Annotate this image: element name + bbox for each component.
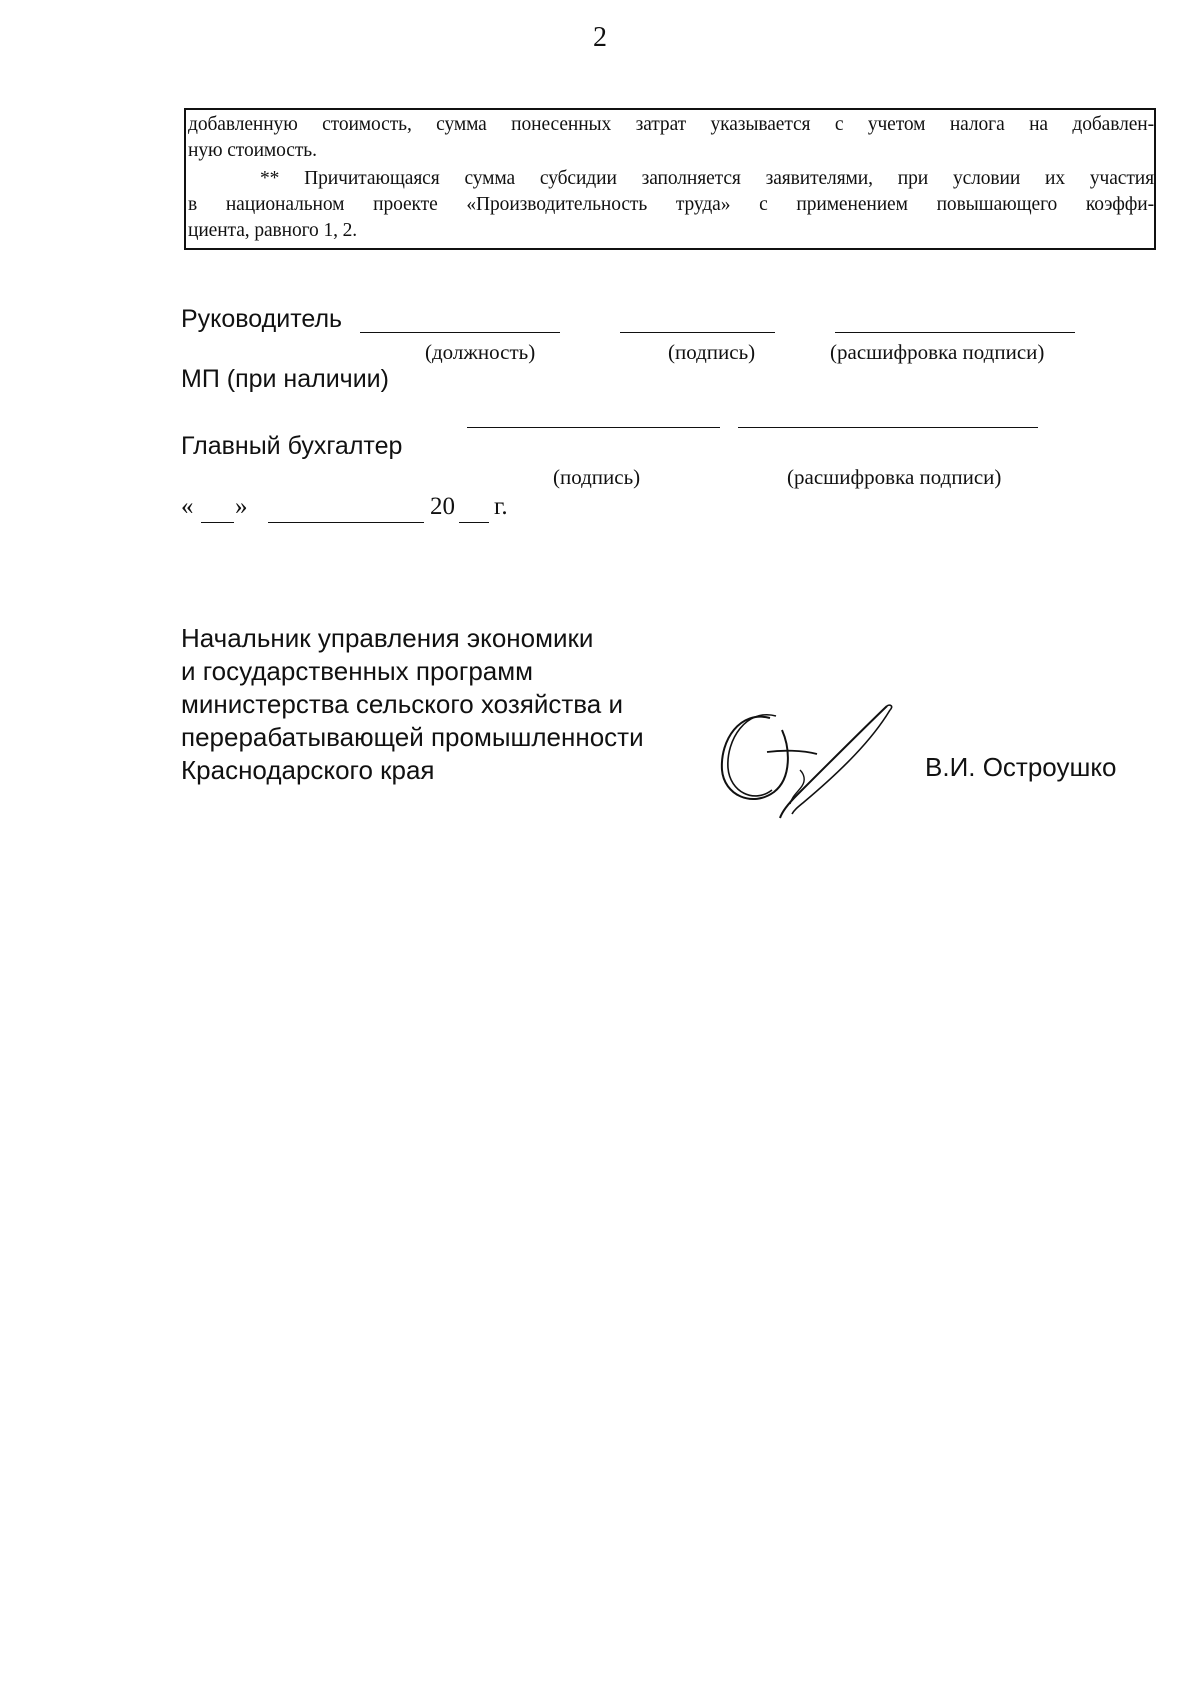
caption-signature-2: (подпись): [553, 465, 641, 489]
date-month-underline: [268, 522, 424, 523]
official-title-line: Начальник управления экономики: [181, 623, 594, 653]
head-label: Руководитель: [181, 305, 343, 333]
caption-transcript: (расшифровка подписи): [830, 340, 1045, 364]
caption-position: (должность): [425, 340, 536, 364]
official-title-line: и государственных программ: [181, 656, 534, 686]
chief-accountant-label: Главный бухгалтер: [181, 432, 403, 460]
stamp-label: МП (при наличии): [181, 365, 389, 393]
official-title: [181, 622, 644, 787]
date-open-quote: «: [181, 493, 194, 520]
official-title-line: перерабатывающей промышленности: [181, 722, 644, 752]
date-year-prefix: 20: [430, 493, 455, 520]
footnote-box: [184, 108, 1156, 250]
transcript-underline: [835, 332, 1075, 333]
date-year-suffix: г.: [494, 493, 508, 520]
date-day-underline: [201, 522, 234, 523]
handwritten-signature-icon: [712, 700, 912, 820]
official-name: В.И. Остроушко: [925, 752, 1117, 782]
date-year-underline: [459, 522, 489, 523]
official-title-line: Краснодарского края: [181, 755, 435, 785]
accountant-transcript-underline: [738, 427, 1038, 428]
caption-transcript-2: (расшифровка подписи): [787, 465, 1002, 489]
page-number: 2: [593, 22, 607, 53]
date-close-quote: »: [235, 493, 248, 520]
footnote-line: добавленную стоимость, сумма понесенных затрат указывается с учетом налога на добавлен-: [188, 114, 1154, 135]
footnote-line: циента, равного 1, 2.: [188, 220, 358, 241]
footnote-line: ** Причитающаяся сумма субсидии заполняется заявителями, при условии их участия: [260, 168, 1154, 189]
footnote-line: ную стоимость.: [188, 140, 317, 161]
accountant-signature-underline: [467, 427, 720, 428]
signature-underline: [620, 332, 775, 333]
official-title-line: министерства сельского хозяйства и: [181, 689, 623, 719]
footnote-line: в национальном проекте «Производительность труда» с применением повышающего коэффи-: [188, 194, 1154, 215]
caption-signature: (подпись): [668, 340, 756, 364]
position-underline: [360, 332, 560, 333]
